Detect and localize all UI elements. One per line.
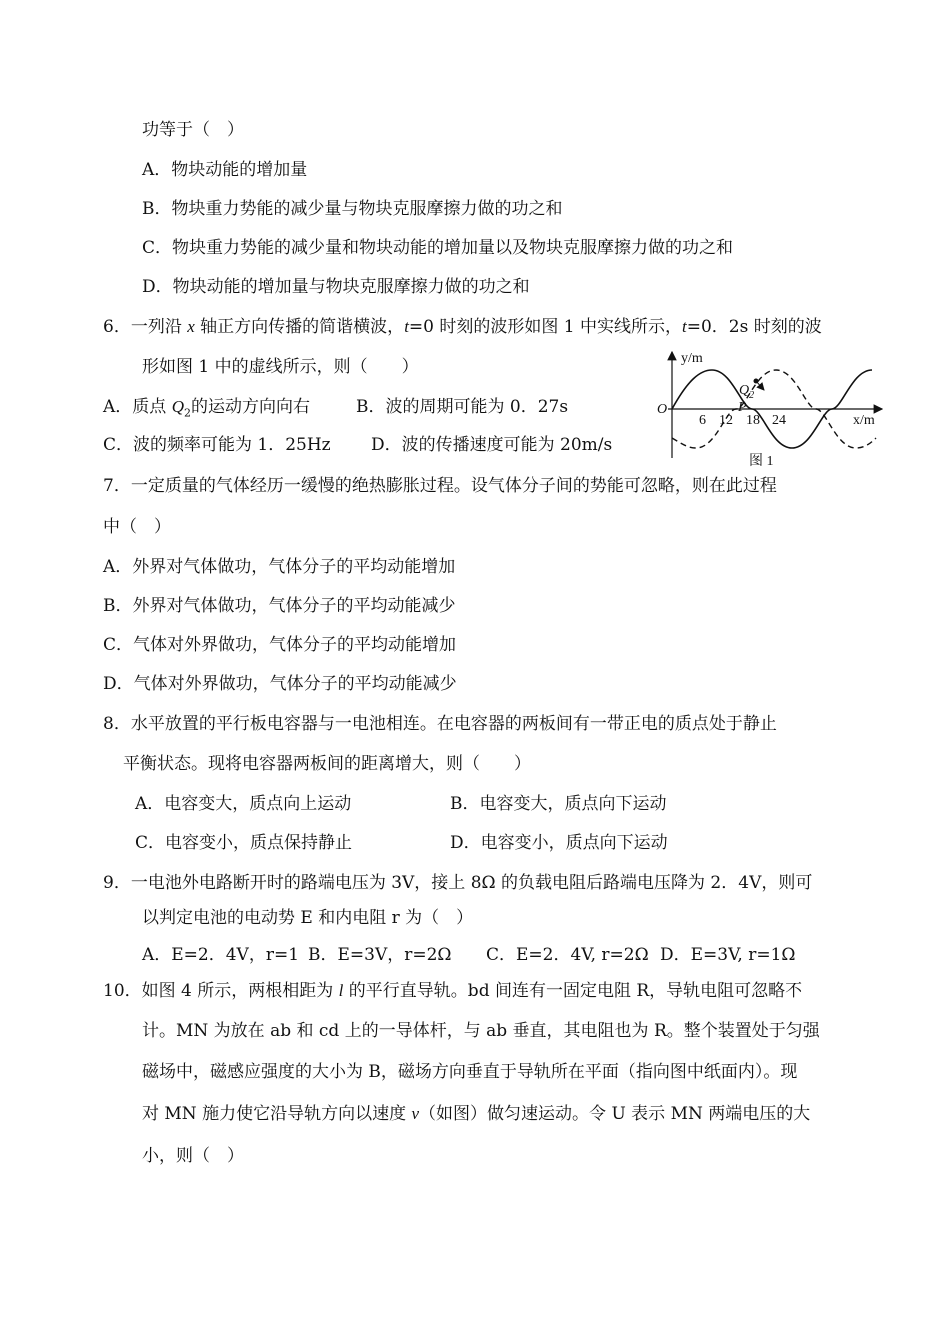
tick-label: 12 <box>719 413 733 428</box>
q2-arrow-icon <box>756 381 764 390</box>
q10-stem-line5: 小，则（ ） <box>142 1146 244 1166</box>
q5-option-b: B．物块重力势能的减少量与物块克服摩擦力做的功之和 <box>142 199 563 219</box>
q9-option-b: B．E=3V，r=2Ω <box>308 945 452 965</box>
tick-label: 24 <box>772 413 786 428</box>
q8-stem-line2: 平衡状态。现将电容器两板间的距离增大，则（ ） <box>123 754 531 774</box>
q6-option-b: B．波的周期可能为 0．27s <box>356 397 569 417</box>
q8-option-a: A．电容变大，质点向上运动 <box>135 794 352 814</box>
q6-stem-line2: 形如图 1 中的虚线所示，则（ ） <box>142 357 419 377</box>
q9-option-c: C．E=2．4V, r=2Ω <box>486 945 649 965</box>
q5-option-c: C．物块重力势能的减少量和物块动能的增加量以及物块克服摩擦力做的功之和 <box>142 238 734 258</box>
tick-label: 6 <box>699 413 706 428</box>
q7-option-a: A．外界对气体做功，气体分子的平均动能增加 <box>103 557 456 577</box>
p-label: P <box>738 400 747 415</box>
q6-stem-line1: 6．一列沿 x 轴正方向传播的简谐横波，t=0 时刻的波形如图 1 中实线所示，t=0．2s 时刻的波 <box>103 317 822 337</box>
tick-label: 18 <box>746 413 760 428</box>
q7-stem-line1: 7．一定质量的气体经历一缓慢的绝热膨胀过程。设气体分子间的势能可忽略，则在此过程 <box>103 476 777 496</box>
q6-option-a: A．质点 $Q_2$的运动方向向右 <box>103 397 310 420</box>
wave-figure <box>650 348 890 472</box>
y-axis-label: y/m <box>681 351 703 366</box>
q10-stem-line1: 10．如图 4 所示，两根相距为 l 的平行直导轨。bd 间连有一固定电阻 R，导轨电阻可忽略不 <box>103 981 803 1001</box>
origin-label: O <box>657 402 668 417</box>
q6-option-d: D．波的传播速度可能为 20m/s <box>371 435 613 455</box>
figure-caption: 图 1 <box>749 454 774 469</box>
q10-stem-line4: 对 MN 施力使它沿导轨方向以速度 v（如图）做匀速运动。令 U 表示 MN 两端电压的大 <box>142 1104 811 1124</box>
q8-option-b: B．电容变大，质点向下运动 <box>450 794 667 814</box>
q10-stem-line2: 计。MN 为放在 ab 和 cd 上的一导体杆，与 ab 垂直，其电阻也为 R。整个装置处于匀强 <box>142 1021 820 1041</box>
q9-option-a: A．E=2．4V，r=1 <box>142 945 300 965</box>
q8-option-d: D．电容变小，质点向下运动 <box>450 833 668 853</box>
q9-stem-line2: 以判定电池的电动势 E 和内电阻 r 为（ ） <box>142 908 474 928</box>
q7-option-c: C．气体对外界做功，气体分子的平均动能增加 <box>103 635 457 655</box>
x-axis-label: x/m <box>853 413 875 428</box>
q8-stem-line1: 8．水平放置的平行板电容器与一电池相连。在电容器的两板间有一带正电的质点处于静止 <box>103 714 777 734</box>
q8-option-c: C．电容变小，质点保持静止 <box>135 833 353 853</box>
q9-stem-line1: 9．一电池外电路断开时的路端电压为 3V，接上 8Ω 的负载电阻后路端电压降为 2．4V，则可 <box>103 873 813 893</box>
q2-label: $Q_2$ <box>739 383 755 401</box>
q5-option-a: A．物块动能的增加量 <box>142 160 308 180</box>
q7-option-d: D．气体对外界做功，气体分子的平均动能减少 <box>103 674 457 694</box>
q5-option-d: D．物块动能的增加量与物块克服摩擦力做的功之和 <box>142 277 530 297</box>
q6-option-c: C．波的频率可能为 1．25Hz <box>103 435 331 455</box>
q7-stem-line2: 中（ ） <box>103 517 171 537</box>
q5-stem-tail: 功等于（ ） <box>142 120 244 140</box>
q9-option-d: D．E=3V, r=1Ω <box>660 945 796 965</box>
q10-stem-line3: 磁场中，磁感应强度的大小为 B，磁场方向垂直于导轨所在平面（指向图中纸面内）。现 <box>142 1062 798 1082</box>
q7-option-b: B．外界对气体做功，气体分子的平均动能减少 <box>103 596 456 616</box>
